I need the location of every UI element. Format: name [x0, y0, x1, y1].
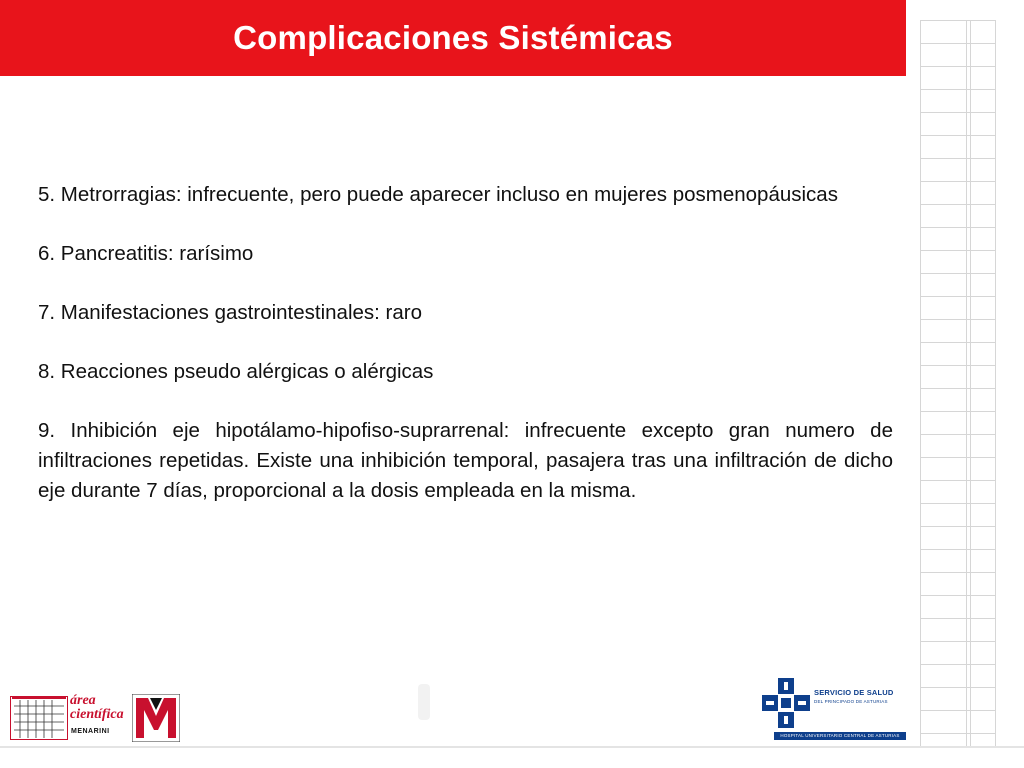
sespa-name: SERVICIO DE SALUD [814, 688, 894, 697]
medical-cross-icon [762, 676, 810, 730]
area-cientifica-logo [10, 694, 172, 744]
list-item-5: 5. Metrorragias: infrecuente, pero puede aparecer incluso en mujeres posmenopáusicas [38, 183, 838, 206]
sespa-logo [762, 676, 907, 744]
sespa-subtitle: DEL PRINCIPADO DE ASTURIAS [814, 699, 888, 704]
menarini-text: MENARINI [71, 728, 110, 735]
faint-mark [418, 684, 430, 720]
title-bar [0, 0, 906, 76]
footer-divider [0, 746, 1024, 748]
list-item-7: 7. Manifestaciones gastrointestinales: raro [38, 301, 423, 324]
area-cientifica-text: área científica [70, 693, 124, 722]
list-item-9: 9. Inhibición eje hipotálamo-hipofiso-suprarrenal: infrecuente excepto gran numero de infiltraciones repetidas. Existe una inhibición temporal, pasajera tras una infiltración de dicho eje durante 7 días, proporcional a la dosis empleada en la misma. [38, 419, 893, 502]
grid-logo-icon [10, 696, 68, 740]
hospital-bar: HOSPITAL UNIVERSITARIO CENTRAL DE ASTURIAS [774, 732, 906, 740]
menarini-m-icon [132, 694, 180, 742]
decorative-grid [920, 20, 996, 748]
list-item-8: 8. Reacciones pseudo alérgicas o alérgicas [38, 360, 434, 383]
slide-body [38, 180, 893, 535]
slide-title: Complicaciones Sistémicas [233, 19, 673, 56]
list-item-6: 6. Pancreatitis: rarísimo [38, 242, 254, 265]
